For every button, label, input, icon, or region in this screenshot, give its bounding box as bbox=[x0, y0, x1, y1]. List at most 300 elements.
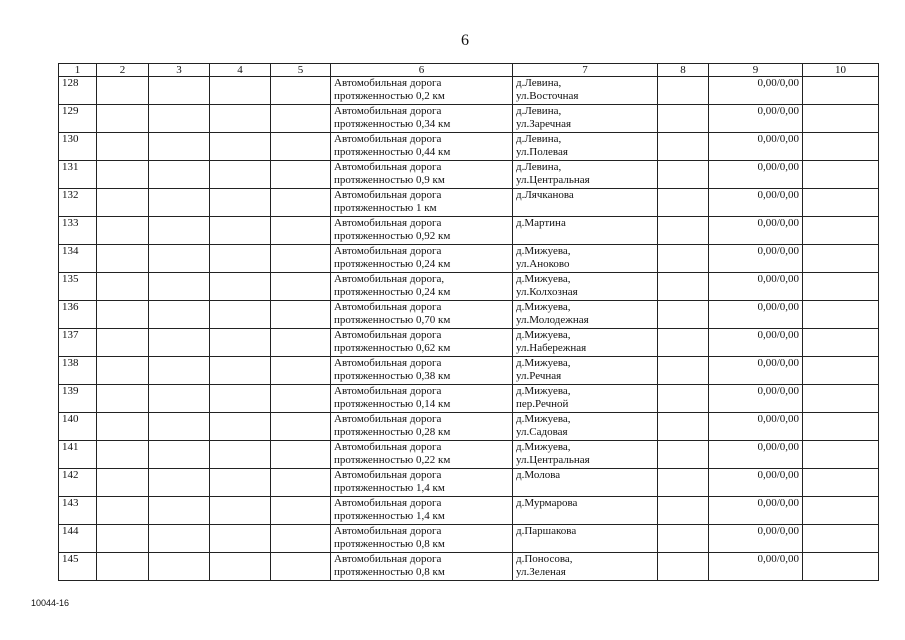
empty-cell bbox=[210, 161, 271, 189]
value-text: 0,00/0,00 bbox=[757, 441, 799, 453]
empty-cell bbox=[149, 273, 210, 301]
empty-cell bbox=[803, 189, 879, 217]
address-cell bbox=[513, 217, 658, 245]
empty-cell bbox=[658, 525, 709, 553]
address-cell bbox=[513, 301, 658, 329]
empty-cell bbox=[210, 357, 271, 385]
row-number-text: 129 bbox=[62, 105, 79, 117]
road-description-cell bbox=[331, 497, 513, 525]
empty-cell bbox=[803, 273, 879, 301]
value-text: 0,00/0,00 bbox=[757, 133, 799, 145]
road-description-text: протяженностью 0,2 км bbox=[334, 90, 445, 102]
road-description-text: протяженностью 0,24 км bbox=[334, 286, 451, 298]
road-description-text: Автомобильная дорога bbox=[334, 357, 442, 369]
empty-cell bbox=[210, 77, 271, 105]
road-description-text: протяженностью 1,4 км bbox=[334, 510, 445, 522]
value-cell bbox=[709, 133, 803, 161]
table-row bbox=[59, 497, 879, 525]
address-text: ул.Центральная bbox=[516, 454, 590, 466]
row-number-cell bbox=[59, 245, 97, 273]
table-row bbox=[59, 469, 879, 497]
empty-cell bbox=[210, 133, 271, 161]
empty-cell bbox=[210, 189, 271, 217]
address-text: д.Поносова, bbox=[516, 553, 573, 565]
value-text: 0,00/0,00 bbox=[757, 469, 799, 481]
address-cell bbox=[513, 161, 658, 189]
empty-cell bbox=[97, 329, 149, 357]
road-description-text: протяженностью 0,44 км bbox=[334, 146, 451, 158]
row-number-cell bbox=[59, 189, 97, 217]
address-text: ул.Колхозная bbox=[516, 286, 578, 298]
empty-cell bbox=[803, 77, 879, 105]
address-text: д.Паршакова bbox=[516, 525, 577, 537]
empty-cell bbox=[210, 217, 271, 245]
address-cell bbox=[513, 469, 658, 497]
table-row bbox=[59, 245, 879, 273]
road-description-text: Автомобильная дорога, bbox=[334, 273, 445, 285]
road-description-cell bbox=[331, 133, 513, 161]
address-text: д.Лячканова bbox=[516, 189, 574, 201]
road-description-cell bbox=[331, 469, 513, 497]
empty-cell bbox=[149, 497, 210, 525]
address-cell bbox=[513, 357, 658, 385]
address-text: д.Мижуева, bbox=[516, 301, 571, 313]
empty-cell bbox=[803, 497, 879, 525]
value-text: 0,00/0,00 bbox=[757, 189, 799, 201]
road-description-text: протяженностью 0,92 км bbox=[334, 230, 451, 242]
empty-cell bbox=[658, 189, 709, 217]
address-text: д.Мижуева, bbox=[516, 273, 571, 285]
empty-cell bbox=[271, 77, 331, 105]
row-number-text: 144 bbox=[62, 525, 79, 537]
empty-cell bbox=[658, 553, 709, 581]
value-text: 0,00/0,00 bbox=[757, 329, 799, 341]
table-row bbox=[59, 441, 879, 469]
empty-cell bbox=[658, 469, 709, 497]
document-code: 10044-16 bbox=[31, 598, 70, 608]
empty-cell bbox=[803, 329, 879, 357]
empty-cell bbox=[97, 385, 149, 413]
empty-cell bbox=[149, 469, 210, 497]
address-text: ул.Зеленая bbox=[516, 566, 566, 578]
row-number-text: 139 bbox=[62, 385, 79, 397]
empty-cell bbox=[658, 245, 709, 273]
table-row bbox=[59, 329, 879, 357]
empty-cell bbox=[210, 469, 271, 497]
value-cell bbox=[709, 469, 803, 497]
empty-cell bbox=[803, 133, 879, 161]
road-description-cell bbox=[331, 161, 513, 189]
address-text: д.Левина, bbox=[516, 133, 562, 145]
empty-cell bbox=[271, 469, 331, 497]
empty-cell bbox=[97, 133, 149, 161]
value-text: 0,00/0,00 bbox=[757, 497, 799, 509]
empty-cell bbox=[149, 77, 210, 105]
empty-cell bbox=[97, 469, 149, 497]
row-number-text: 133 bbox=[62, 217, 79, 229]
address-text: ул.Полевая bbox=[516, 146, 568, 158]
road-description-cell bbox=[331, 301, 513, 329]
road-description-cell bbox=[331, 413, 513, 441]
row-number-text: 141 bbox=[62, 441, 79, 453]
address-text: ул.Речная bbox=[516, 370, 562, 382]
empty-cell bbox=[658, 441, 709, 469]
address-text: д.Мурмарова bbox=[516, 497, 578, 509]
empty-cell bbox=[658, 161, 709, 189]
value-cell bbox=[709, 553, 803, 581]
value-text: 0,00/0,00 bbox=[757, 301, 799, 313]
road-description-text: протяженностью 0,8 км bbox=[334, 538, 445, 550]
column-header: 7 bbox=[513, 64, 658, 77]
address-text: д.Молова bbox=[516, 469, 561, 481]
road-description-text: Автомобильная дорога bbox=[334, 189, 442, 201]
row-number-cell bbox=[59, 133, 97, 161]
value-cell bbox=[709, 301, 803, 329]
empty-cell bbox=[149, 441, 210, 469]
road-description-text: Автомобильная дорога bbox=[334, 161, 442, 173]
row-number-text: 137 bbox=[62, 329, 79, 341]
empty-cell bbox=[271, 217, 331, 245]
row-number-text: 136 bbox=[62, 301, 79, 313]
table-body bbox=[59, 77, 879, 581]
empty-cell bbox=[658, 273, 709, 301]
address-cell bbox=[513, 553, 658, 581]
value-text: 0,00/0,00 bbox=[757, 273, 799, 285]
empty-cell bbox=[658, 77, 709, 105]
road-description-text: Автомобильная дорога bbox=[334, 553, 442, 565]
empty-cell bbox=[149, 525, 210, 553]
table-row bbox=[59, 357, 879, 385]
empty-cell bbox=[149, 245, 210, 273]
empty-cell bbox=[271, 133, 331, 161]
row-number-cell bbox=[59, 161, 97, 189]
address-text: д.Мижуева, bbox=[516, 413, 571, 425]
address-text: ул.Аноково bbox=[516, 258, 570, 270]
empty-cell bbox=[658, 497, 709, 525]
column-header: 8 bbox=[658, 64, 709, 77]
empty-cell bbox=[149, 217, 210, 245]
column-header: 2 bbox=[97, 64, 149, 77]
table-header-row bbox=[59, 64, 879, 77]
empty-cell bbox=[803, 469, 879, 497]
empty-cell bbox=[210, 497, 271, 525]
row-number-text: 140 bbox=[62, 413, 79, 425]
road-description-cell bbox=[331, 189, 513, 217]
table-row bbox=[59, 133, 879, 161]
row-number-text: 132 bbox=[62, 189, 79, 201]
address-text: д.Левина, bbox=[516, 77, 562, 89]
road-description-text: Автомобильная дорога bbox=[334, 385, 442, 397]
empty-cell bbox=[271, 161, 331, 189]
empty-cell bbox=[210, 525, 271, 553]
empty-cell bbox=[149, 105, 210, 133]
empty-cell bbox=[803, 161, 879, 189]
road-description-cell bbox=[331, 329, 513, 357]
empty-cell bbox=[271, 329, 331, 357]
empty-cell bbox=[97, 525, 149, 553]
value-cell bbox=[709, 273, 803, 301]
road-description-cell bbox=[331, 245, 513, 273]
table-row bbox=[59, 525, 879, 553]
empty-cell bbox=[803, 357, 879, 385]
empty-cell bbox=[149, 329, 210, 357]
empty-cell bbox=[271, 525, 331, 553]
empty-cell bbox=[149, 385, 210, 413]
empty-cell bbox=[658, 413, 709, 441]
address-cell bbox=[513, 133, 658, 161]
empty-cell bbox=[658, 329, 709, 357]
address-cell bbox=[513, 329, 658, 357]
empty-cell bbox=[149, 357, 210, 385]
row-number-cell bbox=[59, 273, 97, 301]
empty-cell bbox=[210, 413, 271, 441]
empty-cell bbox=[210, 245, 271, 273]
address-text: д.Мижуева, bbox=[516, 441, 571, 453]
empty-cell bbox=[803, 217, 879, 245]
road-description-text: Автомобильная дорога bbox=[334, 217, 442, 229]
column-header: 6 bbox=[331, 64, 513, 77]
road-description-text: протяженностью 0,22 км bbox=[334, 454, 451, 466]
column-header: 10 bbox=[803, 64, 879, 77]
empty-cell bbox=[97, 357, 149, 385]
empty-cell bbox=[803, 385, 879, 413]
table-row bbox=[59, 413, 879, 441]
empty-cell bbox=[210, 329, 271, 357]
road-description-cell bbox=[331, 217, 513, 245]
empty-cell bbox=[97, 413, 149, 441]
road-description-text: протяженностью 0,8 км bbox=[334, 566, 445, 578]
empty-cell bbox=[271, 497, 331, 525]
empty-cell bbox=[97, 77, 149, 105]
address-text: д.Мижуева, bbox=[516, 329, 571, 341]
value-cell bbox=[709, 329, 803, 357]
empty-cell bbox=[149, 133, 210, 161]
address-text: д.Левина, bbox=[516, 105, 562, 117]
empty-cell bbox=[97, 273, 149, 301]
row-number-cell bbox=[59, 385, 97, 413]
road-register-table bbox=[58, 63, 879, 581]
road-description-cell bbox=[331, 385, 513, 413]
column-header: 9 bbox=[709, 64, 803, 77]
address-cell bbox=[513, 497, 658, 525]
value-cell bbox=[709, 245, 803, 273]
address-cell bbox=[513, 245, 658, 273]
value-text: 0,00/0,00 bbox=[757, 357, 799, 369]
empty-cell bbox=[97, 105, 149, 133]
road-description-text: Автомобильная дорога bbox=[334, 441, 442, 453]
empty-cell bbox=[149, 189, 210, 217]
value-text: 0,00/0,00 bbox=[757, 217, 799, 229]
value-text: 0,00/0,00 bbox=[757, 553, 799, 565]
address-cell bbox=[513, 441, 658, 469]
road-description-cell bbox=[331, 441, 513, 469]
empty-cell bbox=[97, 441, 149, 469]
table-row bbox=[59, 273, 879, 301]
empty-cell bbox=[271, 413, 331, 441]
value-text: 0,00/0,00 bbox=[757, 77, 799, 89]
address-text: д.Мижуева, bbox=[516, 385, 571, 397]
empty-cell bbox=[210, 553, 271, 581]
road-description-cell bbox=[331, 77, 513, 105]
row-number-text: 143 bbox=[62, 497, 79, 509]
empty-cell bbox=[149, 301, 210, 329]
value-text: 0,00/0,00 bbox=[757, 413, 799, 425]
value-cell bbox=[709, 77, 803, 105]
road-description-text: протяженностью 0,9 км bbox=[334, 174, 445, 186]
road-description-text: Автомобильная дорога bbox=[334, 301, 442, 313]
table-row bbox=[59, 217, 879, 245]
address-text: д.Мижуева, bbox=[516, 357, 571, 369]
empty-cell bbox=[97, 497, 149, 525]
value-text: 0,00/0,00 bbox=[757, 245, 799, 257]
empty-cell bbox=[97, 161, 149, 189]
value-cell bbox=[709, 217, 803, 245]
row-number-cell bbox=[59, 413, 97, 441]
road-description-text: протяженностью 0,62 км bbox=[334, 342, 451, 354]
road-description-cell bbox=[331, 357, 513, 385]
table-row bbox=[59, 301, 879, 329]
road-description-text: Автомобильная дорога bbox=[334, 105, 442, 117]
empty-cell bbox=[803, 553, 879, 581]
value-text: 0,00/0,00 bbox=[757, 525, 799, 537]
road-description-cell bbox=[331, 525, 513, 553]
empty-cell bbox=[271, 553, 331, 581]
table-row bbox=[59, 77, 879, 105]
empty-cell bbox=[271, 245, 331, 273]
road-description-text: протяженностью 0,34 км bbox=[334, 118, 451, 130]
empty-cell bbox=[803, 525, 879, 553]
road-description-text: Автомобильная дорога bbox=[334, 497, 442, 509]
road-description-text: Автомобильная дорога bbox=[334, 77, 442, 89]
address-cell bbox=[513, 189, 658, 217]
address-cell bbox=[513, 413, 658, 441]
empty-cell bbox=[149, 161, 210, 189]
address-text: ул.Восточная bbox=[516, 90, 579, 102]
road-description-text: Автомобильная дорога bbox=[334, 525, 442, 537]
address-text: ул.Центральная bbox=[516, 174, 590, 186]
page-number: 6 bbox=[461, 32, 469, 49]
road-description-text: протяженностью 0,70 км bbox=[334, 314, 451, 326]
value-text: 0,00/0,00 bbox=[757, 385, 799, 397]
address-text: ул.Молодежная bbox=[516, 314, 589, 326]
road-description-text: Автомобильная дорога bbox=[334, 413, 442, 425]
road-description-text: Автомобильная дорога bbox=[334, 329, 442, 341]
empty-cell bbox=[271, 273, 331, 301]
empty-cell bbox=[149, 553, 210, 581]
value-text: 0,00/0,00 bbox=[757, 105, 799, 117]
empty-cell bbox=[658, 357, 709, 385]
address-cell bbox=[513, 273, 658, 301]
row-number-text: 130 bbox=[62, 133, 79, 145]
road-description-text: Автомобильная дорога bbox=[334, 133, 442, 145]
empty-cell bbox=[210, 301, 271, 329]
road-description-text: протяженностью 0,14 км bbox=[334, 398, 451, 410]
value-text: 0,00/0,00 bbox=[757, 161, 799, 173]
value-cell bbox=[709, 189, 803, 217]
row-number-cell bbox=[59, 301, 97, 329]
address-text: ул.Садовая bbox=[516, 426, 568, 438]
empty-cell bbox=[271, 441, 331, 469]
column-header: 1 bbox=[59, 64, 97, 77]
address-text: д.Левина, bbox=[516, 161, 562, 173]
row-number-text: 145 bbox=[62, 553, 79, 565]
address-text: ул.Заречная bbox=[516, 118, 572, 130]
table-row bbox=[59, 385, 879, 413]
empty-cell bbox=[97, 217, 149, 245]
road-description-cell bbox=[331, 273, 513, 301]
row-number-text: 138 bbox=[62, 357, 79, 369]
empty-cell bbox=[271, 301, 331, 329]
road-description-text: Автомобильная дорога bbox=[334, 469, 442, 481]
value-cell bbox=[709, 161, 803, 189]
empty-cell bbox=[658, 217, 709, 245]
row-number-cell bbox=[59, 497, 97, 525]
row-number-text: 135 bbox=[62, 273, 79, 285]
empty-cell bbox=[803, 105, 879, 133]
value-cell bbox=[709, 357, 803, 385]
road-description-text: Автомобильная дорога bbox=[334, 245, 442, 257]
address-cell bbox=[513, 105, 658, 133]
empty-cell bbox=[271, 105, 331, 133]
empty-cell bbox=[97, 245, 149, 273]
empty-cell bbox=[97, 189, 149, 217]
empty-cell bbox=[803, 441, 879, 469]
road-description-text: протяженностью 0,28 км bbox=[334, 426, 451, 438]
address-cell bbox=[513, 77, 658, 105]
empty-cell bbox=[149, 413, 210, 441]
road-description-cell bbox=[331, 553, 513, 581]
road-description-cell bbox=[331, 105, 513, 133]
value-cell bbox=[709, 105, 803, 133]
row-number-text: 128 bbox=[62, 77, 79, 89]
value-cell bbox=[709, 497, 803, 525]
empty-cell bbox=[658, 385, 709, 413]
empty-cell bbox=[210, 273, 271, 301]
column-header: 3 bbox=[149, 64, 210, 77]
empty-cell bbox=[210, 105, 271, 133]
value-cell bbox=[709, 525, 803, 553]
empty-cell bbox=[97, 301, 149, 329]
row-number-text: 142 bbox=[62, 469, 79, 481]
table-row bbox=[59, 105, 879, 133]
empty-cell bbox=[658, 301, 709, 329]
empty-cell bbox=[271, 189, 331, 217]
empty-cell bbox=[658, 105, 709, 133]
road-description-text: протяженностью 1 км bbox=[334, 202, 437, 214]
row-number-text: 134 bbox=[62, 245, 79, 257]
road-description-text: протяженностью 0,38 км bbox=[334, 370, 451, 382]
road-description-text: протяженностью 0,24 км bbox=[334, 258, 451, 270]
table-row bbox=[59, 161, 879, 189]
empty-cell bbox=[210, 385, 271, 413]
address-text: пер.Речной bbox=[516, 398, 569, 410]
empty-cell bbox=[803, 245, 879, 273]
row-number-text: 131 bbox=[62, 161, 79, 173]
empty-cell bbox=[803, 413, 879, 441]
value-cell bbox=[709, 413, 803, 441]
row-number-cell bbox=[59, 357, 97, 385]
row-number-cell bbox=[59, 77, 97, 105]
row-number-cell bbox=[59, 105, 97, 133]
table-row bbox=[59, 189, 879, 217]
table-row bbox=[59, 553, 879, 581]
empty-cell bbox=[803, 301, 879, 329]
empty-cell bbox=[271, 385, 331, 413]
row-number-cell bbox=[59, 525, 97, 553]
address-cell bbox=[513, 385, 658, 413]
road-description-text: протяженностью 1,4 км bbox=[334, 482, 445, 494]
empty-cell bbox=[97, 553, 149, 581]
